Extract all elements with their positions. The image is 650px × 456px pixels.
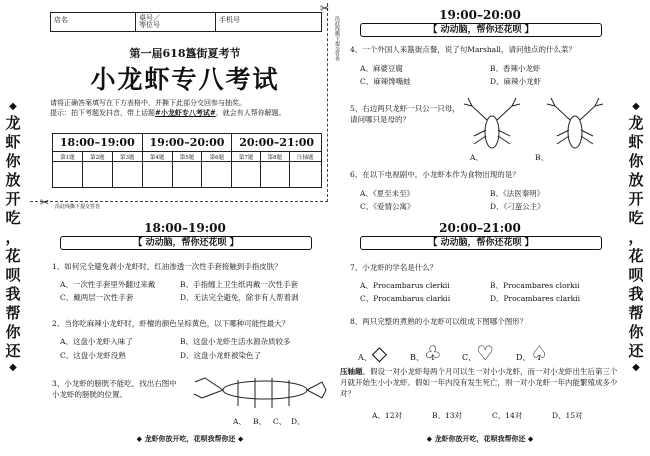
q5-option-b[interactable]: B、 (535, 153, 549, 162)
answer-header: 第2题 (82, 152, 112, 162)
answer-cell[interactable] (202, 162, 232, 188)
q2-option-a[interactable]: A、这盘小龙虾入味了 (60, 337, 133, 346)
section-banner: 【 动动脑，帮你还花呗 】 (60, 236, 312, 250)
diamond-icon: ◆ (9, 362, 17, 373)
crawfish-illustration (462, 96, 522, 158)
question-5: 5、右边两只龙虾一只公一只母，请问哪只是母的？ (350, 104, 460, 124)
answer-cell[interactable] (260, 162, 289, 188)
answer-cell[interactable] (232, 162, 261, 188)
section-banner: 【 动动脑，帮你还花呗 】 (360, 236, 602, 250)
answer-header: 压轴题 (289, 152, 321, 162)
slogan-char: 放 (628, 171, 644, 189)
diamond-icon: ◆ (632, 362, 640, 373)
q7-option-b[interactable]: B、Procambares clorkii (490, 281, 580, 290)
slogan-char: 呗 (5, 266, 21, 284)
question-4: 4、一个外国人来簋街点餐，说了句Marshall，请问他点的什么菜？ (350, 45, 576, 54)
final-text: 、假设一对小龙虾每两个月可以生一对小小龙虾，而一对小龙虾出生后第三个月就开始生小小龙虾。假如一年内没有发生死亡，则一对小龙虾一年内能繁殖成多少对？ (340, 367, 618, 398)
question-1: 1、如何完全避免剥小龙虾时，红油渗透一次性手套接触到手指皮肤？ (52, 262, 282, 271)
slogan-char: 花 (628, 247, 644, 265)
q6-option-d[interactable]: D、《刁蛮公主》 (490, 202, 545, 211)
answer-cell[interactable] (53, 162, 83, 188)
q3-option-b[interactable]: B、 (253, 417, 267, 426)
answer-table (52, 133, 322, 188)
question-7: 7、小龙虾的学名是什么？ (350, 263, 438, 272)
q8-option-a-label: A、 (358, 353, 372, 362)
slogan-char: 虾 (628, 133, 644, 151)
field-table[interactable]: 桌号／ 等位号 (136, 13, 216, 31)
field-phone[interactable]: 手机号 (219, 16, 240, 24)
scissors-icon: ✂ (320, 2, 330, 15)
q2-option-c[interactable]: C、这盘小龙虾没熟 (60, 351, 126, 360)
time-slot: 20:00–21:00 (232, 134, 322, 152)
scissors-icon: ✂ (40, 196, 50, 209)
q7-option-d[interactable]: D、Procambares clarkii (490, 294, 580, 303)
diamond-icon: ◆ (9, 101, 17, 112)
slogan-char: 虾 (5, 133, 21, 151)
q2-option-b[interactable]: B、这盘小龙虾生活水源杂质较多 (180, 337, 291, 346)
q8-option-b[interactable] (410, 341, 442, 365)
slogan-char: 还 (628, 342, 644, 360)
q8-option-a[interactable] (358, 341, 387, 365)
slogan-char: 开 (5, 190, 21, 208)
q7-option-a[interactable]: A、Procambarus clerkii (360, 281, 450, 290)
answer-header: 第6题 (202, 152, 232, 162)
section-time: 18:00–19:00 (144, 221, 226, 235)
time-slot: 19:00–20:00 (142, 134, 232, 152)
slogan-char: 你 (5, 152, 21, 170)
slogan-char: 帮 (5, 304, 21, 322)
q9-option-b[interactable]: B、13对 (432, 411, 463, 420)
q6-option-c[interactable]: C、《爱情公寓》 (360, 202, 415, 211)
title-small: 第一届618簋街夏考节 (129, 47, 241, 60)
question-final (340, 366, 622, 399)
page-title: 小龙虾专八考试 (90, 65, 280, 94)
q9-option-d[interactable]: D、15对 (552, 411, 583, 420)
tip-suffix: ，就会有人帮你解题。 (215, 109, 286, 117)
slogan-char: 吃 (5, 209, 21, 227)
q3-option-c[interactable]: C、 (273, 417, 287, 426)
q4-option-a[interactable]: A、麻婆豆腐 (360, 64, 403, 73)
slogan-char: 呗 (628, 266, 644, 284)
slogan-char: ， (628, 228, 644, 246)
section-time: 20:00–21:00 (439, 221, 521, 235)
final-label: 压轴题 (340, 367, 363, 376)
q8-option-b-label: B、 (410, 353, 424, 362)
slogan-char: 花 (5, 247, 21, 265)
answer-cell[interactable] (289, 162, 321, 188)
field-store[interactable]: 店名 (51, 13, 136, 31)
q4-option-b[interactable]: B、香辣小龙虾 (490, 64, 541, 73)
question-6: 6、在以下电视剧中，小龙虾本作为食物出现的是？ (350, 170, 520, 179)
info-fields (50, 12, 322, 32)
slogan-char: ， (5, 228, 21, 246)
slogan-char: 开 (628, 190, 644, 208)
slogan-char: 你 (628, 323, 644, 341)
q6-option-b[interactable]: B、《法医秦明》 (490, 189, 545, 198)
q8-option-d-label: D、 (516, 353, 531, 362)
q1-option-d[interactable]: D、无法完全避免，除非有人帮着剥 (180, 293, 299, 302)
q2-option-d[interactable]: D、这盘小龙虾被染色了 (180, 351, 262, 360)
q8-option-c-label: C、 (462, 353, 477, 362)
q3-option-d[interactable]: D、 (291, 417, 305, 426)
club-icon: ♧ (423, 341, 442, 365)
question-3: 3、小龙虾的膀胱不能吃，找出右图中小龙虾的膀胱的位置。 (52, 379, 177, 399)
q7-option-c[interactable]: C、Procambarus clarkii (360, 294, 451, 303)
diamond-outline-icon: ◇ (371, 341, 388, 365)
spade-icon: ♤ (530, 341, 549, 365)
q5-option-a[interactable]: A、 (470, 153, 483, 162)
right-slogan (625, 100, 647, 375)
instructions-line: 请将正确答案填写在下方表格中，并撕下此部分交回参与抽奖。 (50, 99, 246, 107)
slogan-char: 还 (5, 342, 21, 360)
slogan-char: 吃 (628, 209, 644, 227)
slogan-char: 帮 (628, 304, 644, 322)
slogan-char: 你 (628, 152, 644, 170)
answer-header: 第4题 (142, 152, 172, 162)
q3-option-a[interactable]: A、 (233, 417, 246, 426)
q8-option-d[interactable] (516, 341, 548, 365)
crawfish-illustration (190, 368, 330, 416)
q1-option-c[interactable]: C、戴两层一次性手套 (60, 293, 134, 302)
q9-option-a[interactable]: A、12对 (372, 411, 402, 420)
cut-note-vertical: 沿此线撕下提交答卷 (334, 16, 340, 61)
footer-slogan: ◆ 龙虾你放开吃，花呗我帮你还 ◆ (136, 434, 244, 443)
instructions (50, 98, 325, 118)
answer-header: 第3题 (112, 152, 142, 162)
answer-header: 第7题 (232, 152, 261, 162)
heart-icon: ♡ (476, 341, 495, 365)
slogan-char: 放 (5, 171, 21, 189)
q1-option-b[interactable]: B、手指缠上卫生纸再戴一次性手套 (180, 280, 299, 289)
slogan-char: 龙 (5, 114, 21, 132)
answer-cell[interactable] (112, 162, 142, 188)
tip-topic: #小龙虾专八考试# (155, 108, 216, 117)
footer-slogan: ◆ 龙虾你放开吃，花呗我帮你还 ◆ (426, 434, 534, 443)
cut-note: 沿此线撕下提交答卷 (55, 204, 101, 210)
crawfish-illustration (545, 96, 605, 158)
slogan-char: 我 (5, 285, 21, 303)
slogan-char: 龙 (628, 114, 644, 132)
tip-line (50, 108, 325, 118)
slogan-char: 我 (628, 285, 644, 303)
q8-option-c[interactable] (462, 341, 494, 365)
q6-option-a[interactable]: A、《夏至未至》 (360, 189, 415, 198)
time-slot: 18:00–19:00 (53, 134, 143, 152)
answer-cell[interactable] (82, 162, 112, 188)
q4-option-d[interactable]: D、麻辣小龙虾 (490, 77, 542, 86)
answer-cell[interactable] (172, 162, 202, 188)
section-banner: 【 动动脑，帮你还花呗 】 (360, 23, 602, 37)
diamond-icon: ◆ (632, 101, 640, 112)
answer-header: 第1题 (53, 152, 83, 162)
q9-option-c[interactable]: C、14对 (492, 411, 523, 420)
answer-header: 第5题 (172, 152, 202, 162)
section-time: 19:00–20:00 (439, 8, 521, 22)
tip-prefix: 提示：拍下考题发抖音，带上话题 (50, 109, 155, 117)
answer-cell[interactable] (142, 162, 172, 188)
question-2: 2、当你吃麻辣小龙虾时，虾檀的颜色呈棕黄色，以下哪种可能性最大？ (52, 319, 290, 328)
question-8: 8、两只完整的煮熟的小龙虾可以组成下图哪个图形？ (350, 317, 528, 326)
left-slogan (2, 100, 24, 375)
answer-header: 第8题 (260, 152, 289, 162)
q4-option-c[interactable]: C、麻辣馋嘴蛙 (360, 77, 411, 86)
slogan-char: 你 (5, 323, 21, 341)
q1-option-a[interactable]: A、一次性手套里外翻过来戴 (60, 280, 156, 289)
